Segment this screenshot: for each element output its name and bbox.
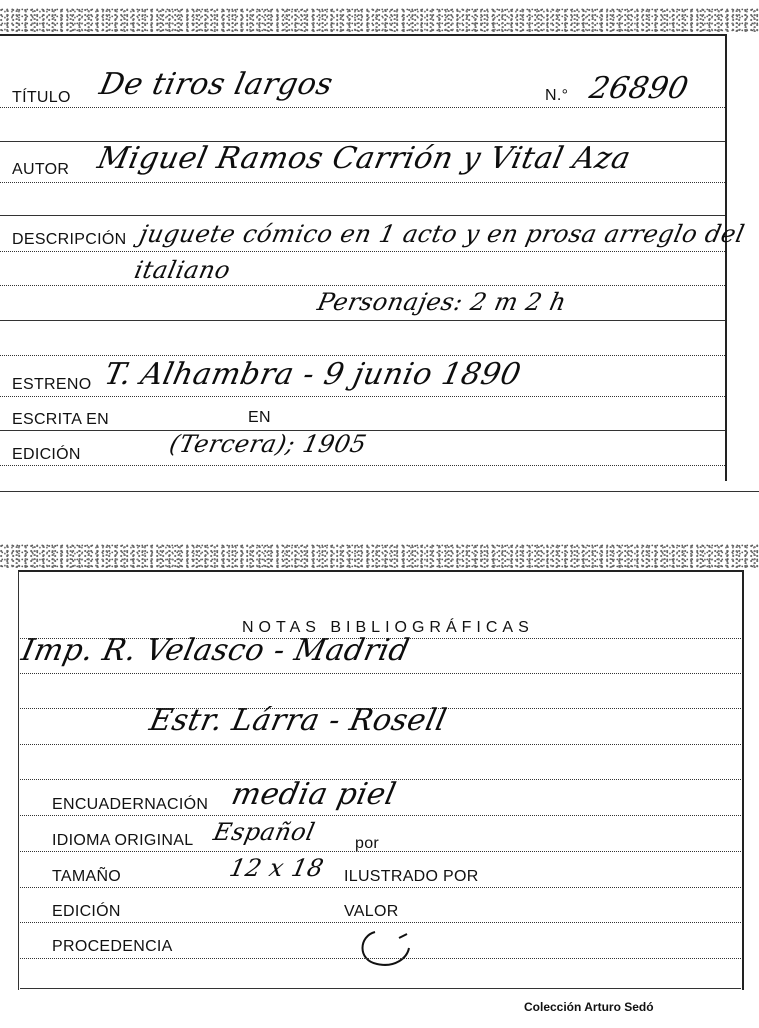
- descripcion-label: DESCRIPCIÓN: [12, 231, 127, 248]
- card-top-edge: [0, 544, 759, 570]
- estreno-label: ESTRENO: [12, 376, 92, 393]
- collection-footer: Colección Arturo Sedó: [524, 1000, 654, 1014]
- tamano-label: TAMAÑO: [52, 868, 122, 885]
- rule: [20, 673, 741, 674]
- rule: [0, 465, 725, 466]
- edicion-label: EDICIÓN: [12, 446, 81, 463]
- rule: [0, 107, 725, 108]
- valor-label: VALOR: [344, 903, 399, 920]
- por-label: por: [355, 835, 380, 852]
- numero-label: N.°: [545, 87, 569, 104]
- rule: [20, 851, 741, 852]
- card-top-edge: [0, 8, 759, 34]
- rule: [0, 320, 725, 321]
- notes-card: [0, 538, 759, 1028]
- rule: [0, 285, 725, 286]
- rule: [0, 182, 725, 183]
- encuadernacion-label: ENCUADERNACIÓN: [52, 796, 209, 813]
- en-label: EN: [248, 409, 271, 426]
- tamano-value: 12 x 18: [227, 854, 327, 882]
- estreno-value: T. Alhambra - 9 junio 1890: [101, 357, 525, 392]
- titulo-value: De tiros largos: [96, 67, 337, 102]
- note-line-2: Estr. Lárra - Rosell: [146, 703, 450, 738]
- rule: [20, 887, 741, 888]
- rule: [0, 215, 725, 216]
- note-line-1: Imp. R. Velasco - Madrid: [18, 633, 413, 668]
- rule: [20, 922, 741, 923]
- autor-value: Miguel Ramos Carrión y Vital Aza: [94, 141, 634, 176]
- rule: [20, 815, 741, 816]
- ilustrado-label: ILUSTRADO POR: [344, 868, 479, 885]
- card-bottom-edge: [0, 491, 759, 492]
- numero-value: 26890: [586, 71, 692, 106]
- idioma-value: Español: [211, 818, 318, 846]
- edicion-label-2: EDICIÓN: [52, 903, 121, 920]
- procedencia-label: PROCEDENCIA: [52, 938, 173, 955]
- rule: [20, 958, 741, 959]
- titulo-label: TÍTULO: [12, 89, 71, 106]
- escrita-en-label: ESCRITA EN: [12, 411, 109, 428]
- idioma-label: IDIOMA ORIGINAL: [52, 832, 194, 849]
- rule: [20, 988, 741, 989]
- rule: [0, 355, 725, 356]
- descripcion-value-line1: juguete cómico en 1 acto y en prosa arreglo del: [137, 220, 748, 248]
- encuadernacion-value: media piel: [228, 777, 400, 812]
- rule: [0, 396, 725, 397]
- descripcion-value-line2: italiano: [132, 256, 234, 284]
- rule: [20, 744, 741, 745]
- ink-mark: [355, 926, 425, 970]
- notes-heading: NOTAS BIBLIOGRÁFICAS: [242, 619, 534, 636]
- catalog-card: [0, 0, 759, 495]
- personajes-value: Personajes: 2 m 2 h: [315, 288, 570, 316]
- edicion-value: (Tercera); 1905: [167, 430, 370, 458]
- rule: [0, 251, 725, 252]
- autor-label: AUTOR: [12, 161, 70, 178]
